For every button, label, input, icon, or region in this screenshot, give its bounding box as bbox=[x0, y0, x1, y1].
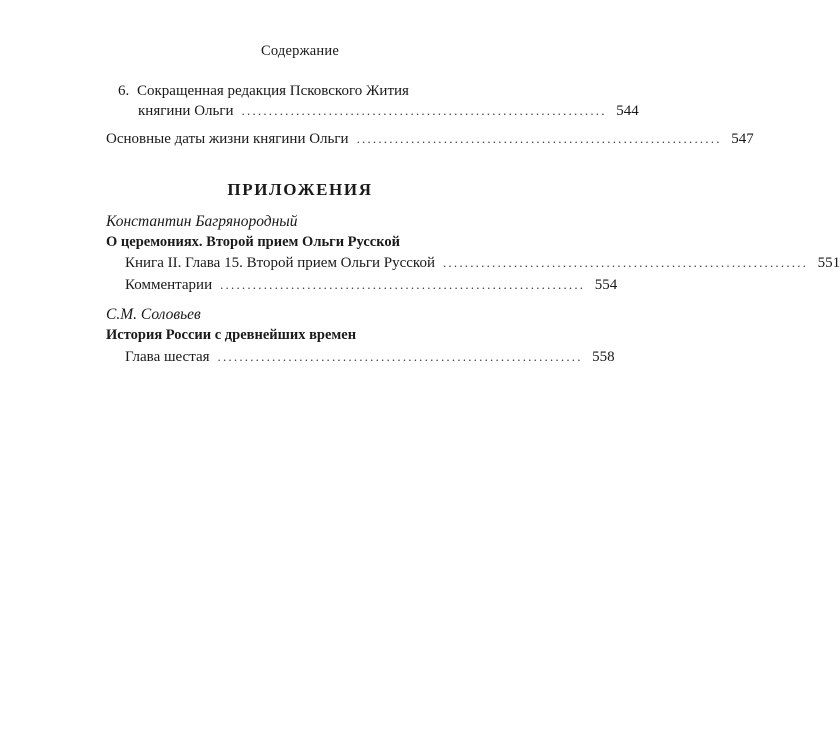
toc-item-dates bbox=[106, 130, 754, 148]
work-2-entry-1-leader-dots: ................................................................... bbox=[217, 349, 583, 364]
work-2-title: История России с древнейших времен bbox=[106, 327, 357, 343]
work-2-entry-1-page-number: 558 bbox=[592, 349, 615, 365]
work-1-entry-2-leader-dots: ................................................................... bbox=[220, 277, 586, 292]
work-2-entry-1 bbox=[125, 348, 615, 366]
work-2-entry-1-title: Глава шестая bbox=[125, 349, 210, 365]
toc-item-6-title-line1: Сокращенная редакция Псковского Жития bbox=[137, 83, 409, 99]
work-1-entry-2 bbox=[125, 276, 618, 294]
work-1-entry-1-page-number: 551 bbox=[817, 255, 840, 271]
toc-item-dates-title: Основные даты жизни княгини Ольги bbox=[106, 131, 349, 147]
work-1-entry-1-leader-dots: ................................................................... bbox=[442, 255, 809, 270]
work-1-title: О церемониях. Второй прием Ольги Русской bbox=[106, 234, 400, 250]
toc-item-dates-leader-dots: ................................................................... bbox=[356, 131, 722, 146]
toc-item-dates-page-number: 547 bbox=[731, 131, 754, 147]
toc-item-6-line2 bbox=[138, 102, 639, 120]
work-1-entry-1-title: Книга II. Глава 15. Второй прием Ольги Русской bbox=[125, 255, 435, 271]
toc-item-6-number: 6. bbox=[118, 83, 130, 99]
work-1-entry-2-page-number: 554 bbox=[594, 277, 618, 293]
running-head: Содержание bbox=[261, 43, 339, 59]
toc-item-6-page-number: 544 bbox=[616, 103, 639, 119]
toc-item-6-leader-dots: ................................................................... bbox=[241, 103, 607, 118]
toc-item-6-title-line2: княгини Ольги bbox=[138, 103, 234, 119]
work-1-author: Константин Багрянородный bbox=[106, 213, 298, 230]
work-2-author: С.М. Соловьев bbox=[106, 306, 201, 323]
work-1-entry-2-title: Комментарии bbox=[125, 277, 213, 293]
work-1-entry-1 bbox=[125, 254, 840, 272]
toc-item-6-line1 bbox=[118, 82, 409, 100]
appendices-heading: ПРИЛОЖЕНИЯ bbox=[227, 180, 373, 199]
